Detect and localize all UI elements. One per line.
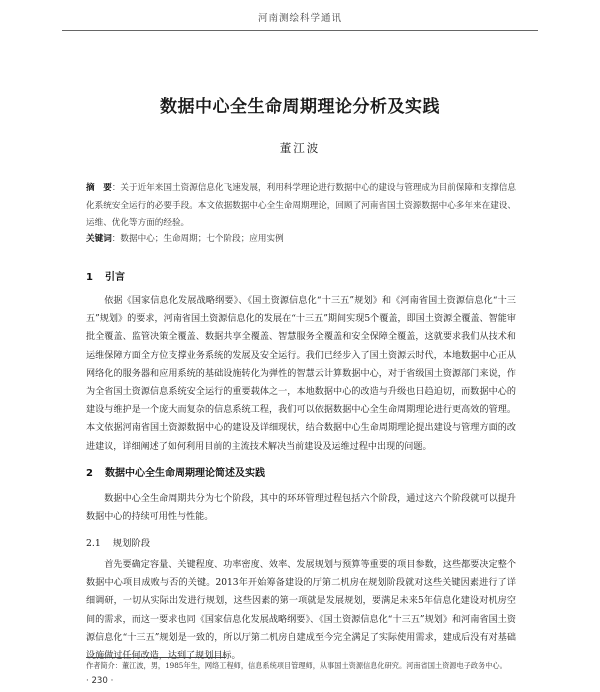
section-heading-2 — [86, 464, 265, 479]
section-2-paragraph: 数据中心全生命周期共分为七个阶段，其中的环环管理过程包括六个阶段，通过这六个阶段就可以提升数据中心的持续可用性与性能。 — [86, 494, 516, 523]
keywords-label: 关键词 — [86, 234, 112, 244]
header-rule — [62, 30, 538, 31]
section-title: 引言 — [104, 272, 125, 283]
subsection-title: 规划阶段 — [112, 538, 150, 549]
keywords — [86, 233, 516, 246]
abstract-label: 摘 要 — [86, 183, 112, 193]
article-title: 数据中心全生命周期理论分析及实践 — [160, 97, 440, 117]
footnote-rule — [86, 657, 226, 658]
section-2-1-paragraph: 首先要确定容量、关键程度、功率密度、效率、发展规划与预算等重要的项目参数，这些都要决定整个数据中心项目成败与否的关键。2013年开始筹备建设的厅第二机房在规划阶段就对这些关键因素进行了详细调研，一切从实际出发进行规划，这些因素的第一项就是发展规划，要满足未来5年信息化建设对机房空间的需求，而这一要求也同《国家信息化发展战略纲要》、《国土资源信息化“十三五”规划》和河南省国土资源信息化“十三五”规划是一致的，所以厅第二机房自建成至今完全满足了实际使用需求，建成后没有对基础设施做过任何改造，达到了规划目标。 — [86, 560, 516, 662]
abstract-text: ：关于近年来国土资源信息化飞速发展，利用科学理论进行数据中心的建设与管理成为目前保障和支撑信息化系统安全运行的必要手段。本文依据数据中心全生命周期理论，回顾了河南省国土资源数据中心多年来在建设、运维、优化等方面的经验。 — [86, 183, 516, 228]
abstract — [86, 180, 516, 233]
section-number: 1 — [86, 272, 93, 283]
section-heading-1 — [86, 268, 125, 283]
running-header: 河南测绘科学通讯 — [257, 13, 342, 24]
section-title: 数据中心全生命周期理论简述及实践 — [104, 468, 265, 479]
author-footnote: 作者简介：董江波，男，1985年生，网络工程师，信息系统项目管理师，从事国土资源信息化研究。河南省国土资源电子政务中心。 — [86, 661, 507, 670]
article-author: 董江波 — [279, 141, 321, 155]
page-number: · 230 · — [86, 676, 114, 686]
keywords-text: ：数据中心；生命周期；七个阶段；应用实例 — [111, 234, 284, 244]
section-1-paragraph: 依据《国家信息化发展战略纲要》、《国土资源信息化“十三五”规划》和《河南省国土资源信息化“十三五”规划》的要求，河南省国土资源信息化的发展在“十三五”期间实现5个覆盖，即国土资源全覆盖、智能审批全覆盖、监管决策全覆盖、数据共享全覆盖、智慧服务全覆盖和安全保障全覆盖，这就要求我们从技术和运维保障方面全方位支撑业务系统的发展及安全运行。我们已经步入了国土资源云时代，本地数据中心正从网络化的服务器和应用系统的基础设施转化为弹性的智慧云计算数据中心，对于省级国土资源部门来说，作为全省国土资源信息系统安全运行的重要载体之一，本地数据中心的改造与升级也日趋迫切，而数据中心的建设与维护是一个庞大而复杂的信息系统工程，我们可以依据数据中心全生命周期理论进行更高效的管理。本文依据河南省国土资源数据中心的建设及详细现状，结合数据中心生命周期理论提出建设与管理方面的改进建议，详细阐述了如何利用目前的主流技术解决当前建设及运维过程中出现的问题。 — [86, 296, 516, 452]
subsection-heading-2-1 — [86, 535, 150, 549]
subsection-number: 2.1 — [86, 538, 101, 549]
section-number: 2 — [86, 468, 93, 479]
